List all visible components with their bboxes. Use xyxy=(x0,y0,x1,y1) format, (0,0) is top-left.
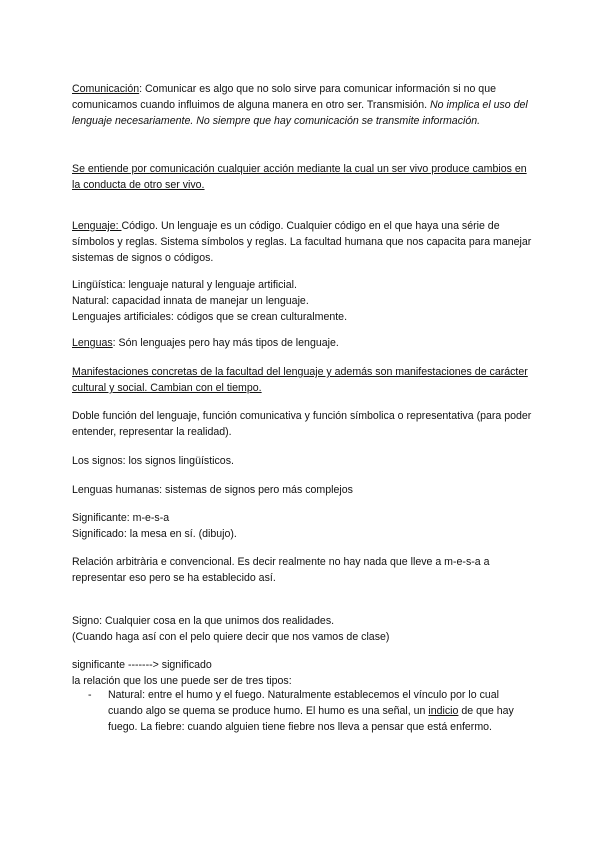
bullet-text-b: de que hay fuego. La fiebre: cuando alguien tiene fiebre nos lleva a pensar que está enfermo. xyxy=(108,705,514,733)
bullet-text-a: Natural: entre el humo y el fuego. Naturalmente establecemos el vínculo por lo cual cuando algo se quema se produce humo. El humo es una señal, un xyxy=(108,689,500,717)
linguistica-block xyxy=(72,277,534,325)
lenguaje-text: Código. Un lenguaje es un código. Cualquier código en el que haya una sérіe de símbolos y reglas. Sistema símbolos y reglas. La facultad humana que nos capacita para manejar sistemas de signos o códigos. xyxy=(72,220,532,264)
relacion-tipos-block xyxy=(72,657,534,689)
significante-block xyxy=(72,510,534,542)
comunicacion-term: Comunicación xyxy=(72,83,140,95)
bullet-text xyxy=(108,687,534,735)
significado-line: Significado: la mesa en sí. (dibujo). xyxy=(72,528,237,540)
lenguas-text: : Són lenguajes pero hay más tipos de lenguaje. xyxy=(112,337,339,349)
lenguas-term: Lenguas xyxy=(72,337,113,349)
comunicacion-definition: Se entiende por comunicación cualquier acción mediante la cual un ser vivo produce cambios en la conducta de otro ser vivo. xyxy=(72,163,527,191)
linguistica-line: Lingüística: lenguaje natural y lenguaje artificial. xyxy=(72,279,297,291)
lenguaje-term: Lenguaje: xyxy=(72,220,122,232)
signos-line: Los signos: los signos lingüísticos. xyxy=(72,455,234,467)
signo-line: Signo: Cualquier cosa en la que unimos dos realidades. xyxy=(72,615,335,627)
lenguaje-paragraph xyxy=(72,218,534,266)
comunicacion-italic: No implica el uso del lenguaje necesariamente. No siempre que hay comunicación se transmite información. xyxy=(72,99,528,127)
relacion-paragraph: Relación arbitrària e convencional. Es decir realmente no hay nada que lleve a m-e-s-a a representar eso pero se ha establecido así. xyxy=(72,556,490,584)
arrow-line: significante -------> significado xyxy=(72,659,212,671)
signo-block xyxy=(72,613,534,645)
lenguas-paragraph xyxy=(72,335,534,351)
significante-line: Significante: m-e-s-a xyxy=(72,512,170,524)
doble-funcion-paragraph: Doble función del lenguaje, función comunicativa y función símbolica o representativa (para poder entender, representar la realidad). xyxy=(72,410,532,438)
comunicacion-text: : Comunicar es algo que no solo sirve para comunicar información si no que comunicamos cuando influimos de alguna manera en otro ser. Transmisión. xyxy=(72,83,496,111)
tipos-intro: la relación que los une puede ser de tres tipos: xyxy=(72,675,292,687)
manifestaciones-paragraph: Manifestaciones concretas de la facultad del lenguaje y además son manifestaciones de carácter cultural y social. Cambian con el tiempo. xyxy=(72,366,528,394)
natural-line: Natural: capacidad innata de manejar un lenguaje. xyxy=(72,295,309,307)
signo-note: (Cuando haga así con el pelo quiere decir que nos vamos de clase) xyxy=(72,631,390,643)
bullet-dash: - xyxy=(88,689,92,701)
indicio-term: indicio xyxy=(428,705,459,717)
artificiales-line: Lenguajes artificiales: códigos que se crean culturalmente. xyxy=(72,311,348,323)
lenguas-humanas-line: Lenguas humanas: sistemas de signos pero más complejos xyxy=(72,484,353,496)
comunicacion-paragraph xyxy=(72,81,534,129)
